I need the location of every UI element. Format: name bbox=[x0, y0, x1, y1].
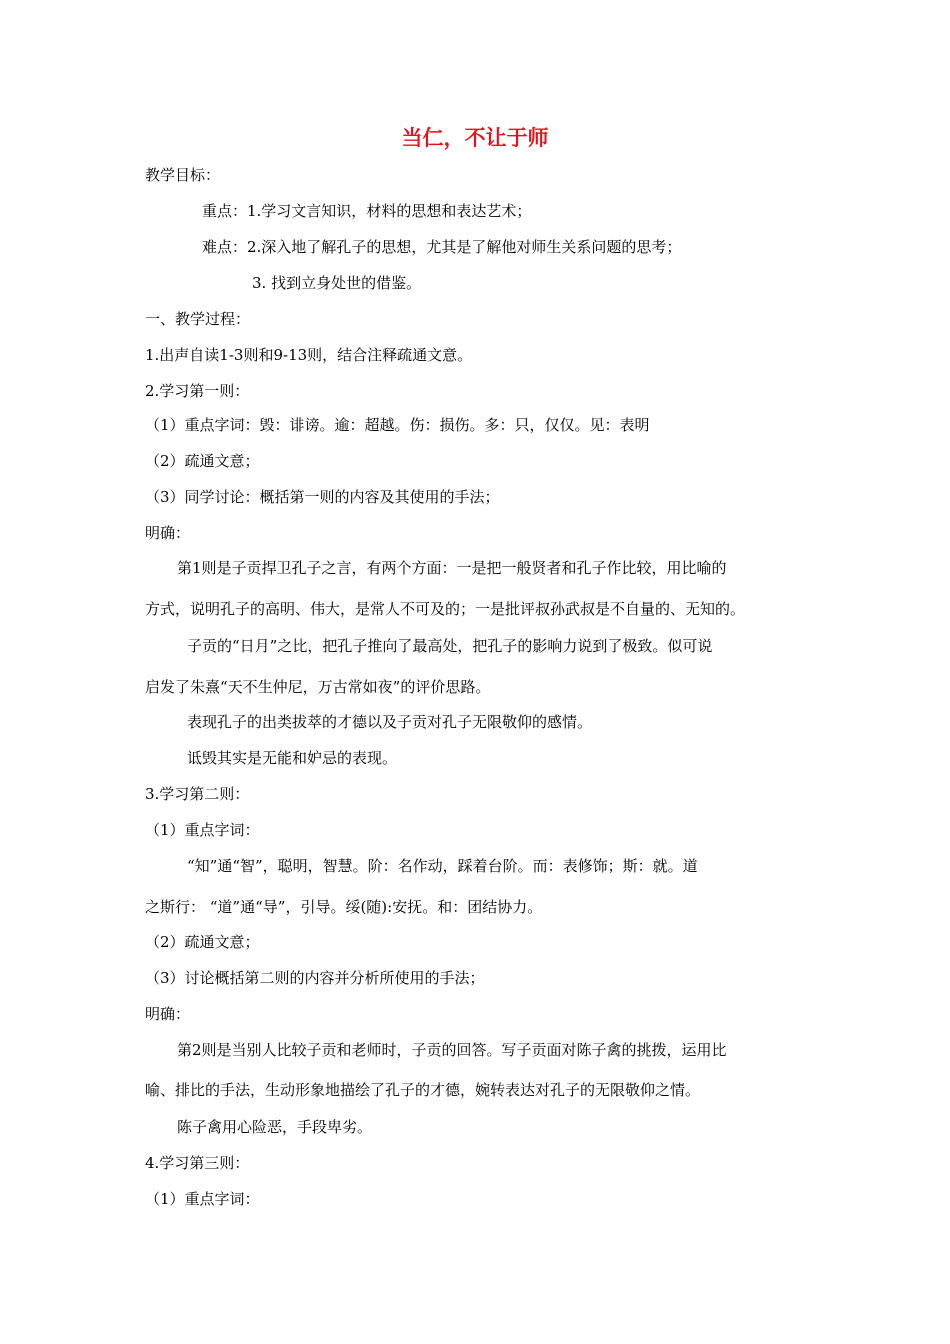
clarify-label: 明确： bbox=[145, 524, 191, 542]
step-3-heading: 3.学习第二则： bbox=[145, 785, 250, 803]
step-2-heading: 2.学习第一则： bbox=[145, 382, 250, 400]
step-3-discuss: （3）讨论概括第二则的内容并分析所使用的手法； bbox=[145, 969, 485, 987]
clarify-label: 明确： bbox=[145, 1005, 191, 1023]
step-4-keywords-label: （1）重点字词： bbox=[145, 1190, 260, 1208]
step-4-heading: 4.学习第三则： bbox=[145, 1154, 250, 1172]
step-2-discuss: （3）同学讨论：概括第一则的内容及其使用的手法； bbox=[145, 488, 500, 506]
key-point-line: 重点：1.学习文言知识，材料的思想和表达艺术； bbox=[202, 202, 532, 220]
paragraph-line: 子贡的“日月”之比，把孔子推向了最高处，把孔子的影响力说到了极致。似可说 bbox=[187, 637, 713, 655]
goal-item-3: 3. 找到立身处世的借鉴。 bbox=[252, 274, 422, 292]
step-2-keywords: （1）重点字词：毁：诽谤。逾：超越。伤：损伤。多：只，仅仅。见：表明 bbox=[145, 416, 650, 434]
step-1: 1.出声自读1-3则和9-13则，结合注释疏通文意。 bbox=[145, 346, 473, 364]
step-2-translate: （2）疏通文意； bbox=[145, 452, 260, 470]
section-heading: 一、教学过程： bbox=[145, 310, 251, 328]
paragraph-line: 第2则是当别人比较子贡和老师时，子贡的回答。写子贡面对陈子禽的挑拨，运用比 bbox=[177, 1041, 727, 1059]
paragraph-line: 喻、排比的手法，生动形象地描绘了孔子的才德，婉转表达对孔子的无限敬仰之情。 bbox=[145, 1081, 701, 1099]
paragraph-line: 启发了朱熹“天不生仲尼，万古常如夜”的评价思路。 bbox=[145, 678, 491, 696]
step-3-keywords-label: （1）重点字词： bbox=[145, 821, 260, 839]
document-title: 当仁，不让于师 bbox=[401, 126, 549, 150]
paragraph-line: “知”通“智”，聪明，智慧。阶：名作动，踩着台阶。而：表修饰；斯：就。道 bbox=[187, 857, 698, 875]
paragraph-line: 之斯行： “道”通“导”，引导。绥(随):安抚。和：团结协力。 bbox=[145, 898, 543, 916]
paragraph-line: 诋毁其实是无能和妒忌的表现。 bbox=[187, 749, 398, 767]
teaching-goals-heading: 教学目标： bbox=[145, 166, 221, 184]
paragraph-line: 第1则是子贡捍卫孔子之言，有两个方面：一是把一般贤者和孔子作比较，用比喻的 bbox=[177, 559, 727, 577]
step-3-translate: （2）疏通文意； bbox=[145, 933, 260, 951]
paragraph-line: 陈子禽用心险恶，手段卑劣。 bbox=[177, 1118, 373, 1136]
difficulty-line: 难点：2.深入地了解孔子的思想，尤其是了解他对师生关系问题的思考； bbox=[202, 238, 682, 256]
paragraph-line: 方式，说明孔子的高明、伟大，是常人不可及的；一是批评叔孙武叔是不自量的、无知的。 bbox=[145, 600, 746, 618]
paragraph-line: 表现孔子的出类拔萃的才德以及子贡对孔子无限敬仰的感情。 bbox=[187, 713, 593, 731]
